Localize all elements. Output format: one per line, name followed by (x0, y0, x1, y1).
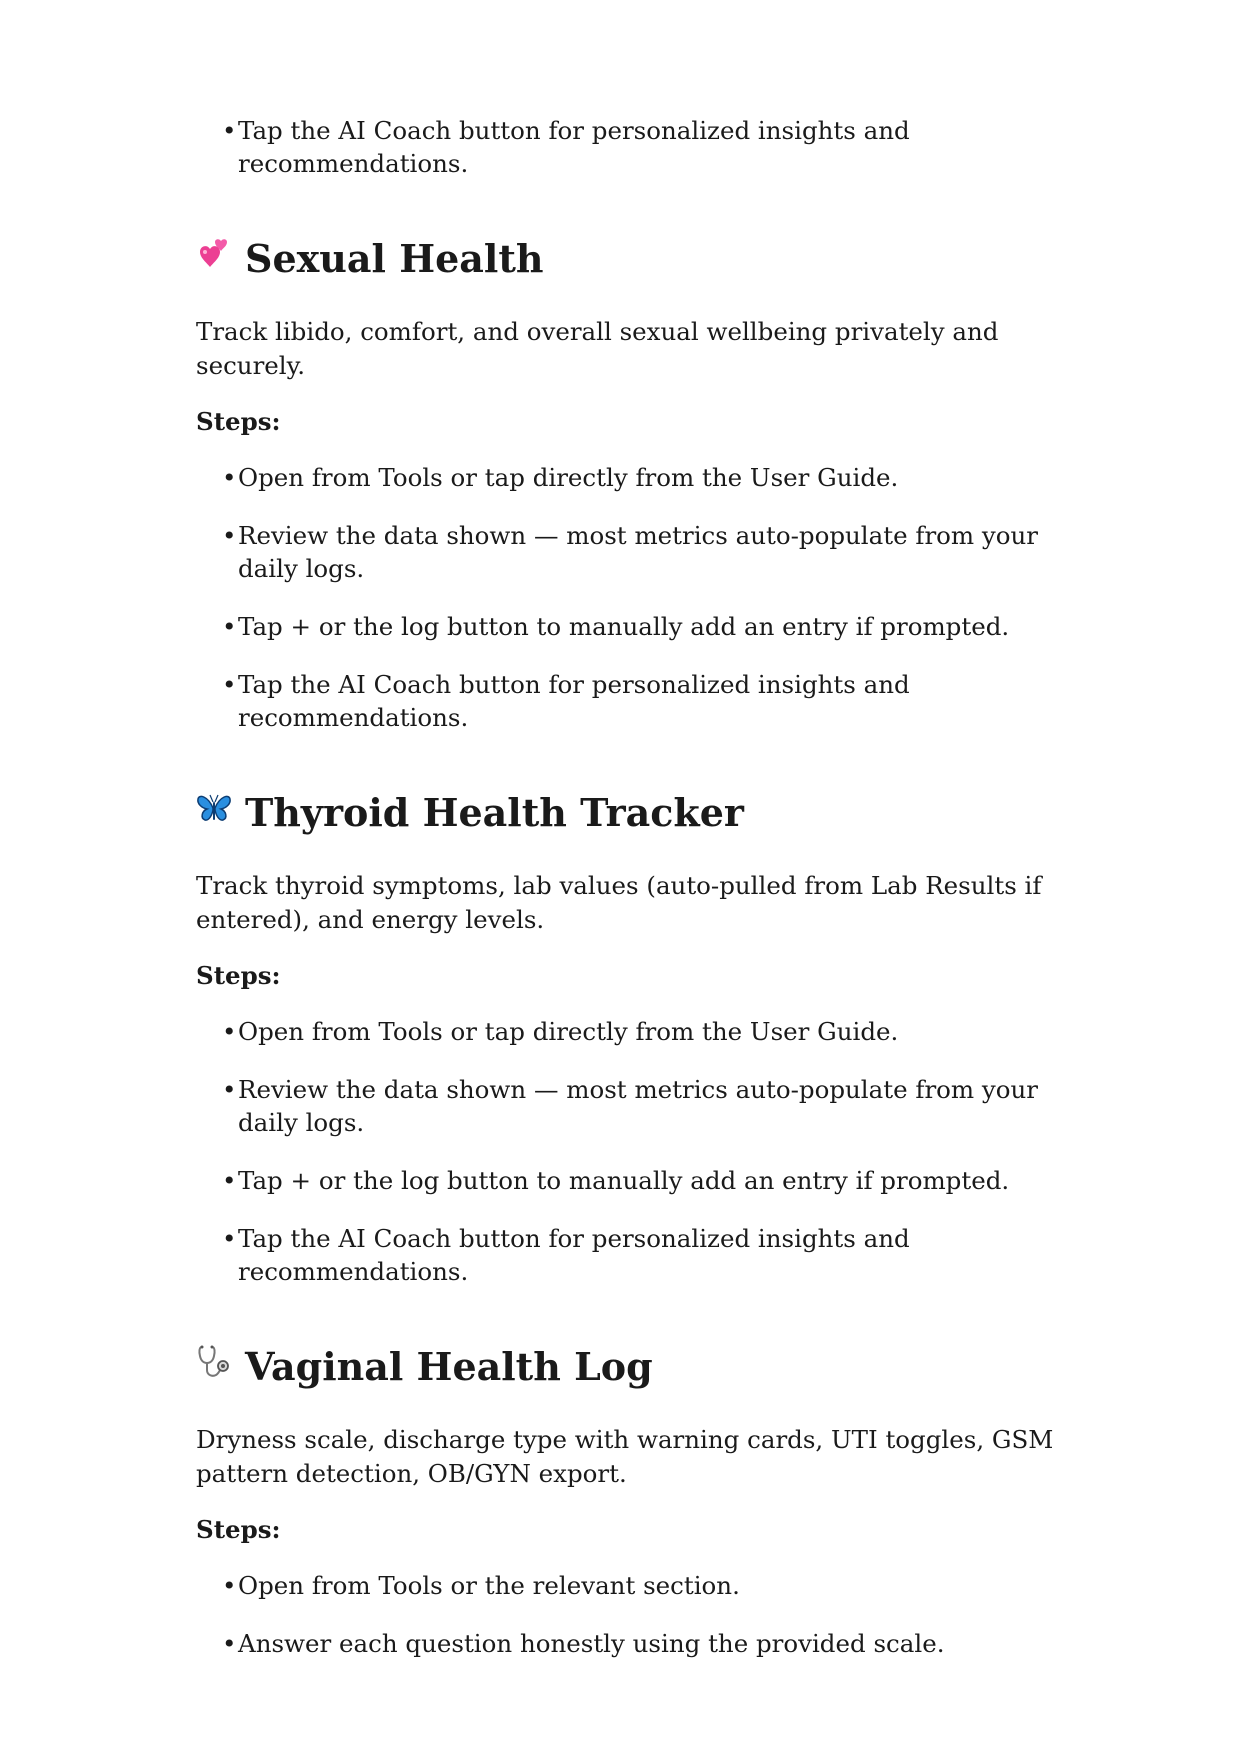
section-sexual-health (196, 236, 1056, 734)
steps-label: Steps: (196, 961, 281, 990)
section-title: Thyroid Health Tracker (245, 790, 744, 835)
section-vaginal-health-log (196, 1344, 1056, 1660)
steps-list (196, 1015, 1056, 1288)
section-title: Vaginal Health Log (245, 1344, 653, 1389)
list-item: • Review the data shown — most metrics auto-populate from your daily logs. (238, 1073, 1056, 1139)
section-title: Sexual Health (245, 236, 544, 281)
list-item: • Open from Tools or tap directly from the User Guide. (238, 1015, 1056, 1048)
section-description: Track libido, comfort, and overall sexual wellbeing privately and securely. (196, 317, 999, 380)
list-item: • Open from Tools or tap directly from the User Guide. (238, 461, 1056, 494)
list-item: • Review the data shown — most metrics auto-populate from your daily logs. (238, 519, 1056, 585)
stethoscope-icon (196, 1344, 232, 1380)
section-heading (196, 1344, 1056, 1390)
list-item: • Answer each question honestly using the provided scale. (238, 1627, 1056, 1660)
section-description: Track thyroid symptoms, lab values (auto-pulled from Lab Results if entered), and energy levels. (196, 871, 1042, 934)
steps-label: Steps: (196, 407, 281, 436)
steps-label: Steps: (196, 1515, 281, 1544)
steps-list (196, 1569, 1056, 1660)
butterfly-icon (196, 790, 232, 826)
section-heading (196, 790, 1056, 836)
list-item: • Tap the AI Coach button for personalized insights and recommendations. (238, 668, 1056, 734)
guide-page (196, 114, 1056, 1660)
section-description: Dryness scale, discharge type with warning cards, UTI toggles, GSM pattern detection, OB/GYN export. (196, 1425, 1054, 1488)
hearts-icon (196, 236, 232, 272)
section-thyroid-health-tracker (196, 790, 1056, 1288)
list-item: • Tap the AI Coach button for personalized insights and recommendations. (238, 1222, 1056, 1288)
list-item: • Tap + or the log button to manually add an entry if prompted. (238, 610, 1056, 643)
list-item: • Open from Tools or the relevant section. (238, 1569, 1056, 1602)
section-heading (196, 236, 1056, 282)
list-item: • Tap + or the log button to manually add an entry if prompted. (238, 1164, 1056, 1197)
list-item: • Tap the AI Coach button for personalized insights and recommendations. (238, 114, 1056, 180)
steps-list (196, 461, 1056, 734)
intro-list (196, 114, 1056, 180)
